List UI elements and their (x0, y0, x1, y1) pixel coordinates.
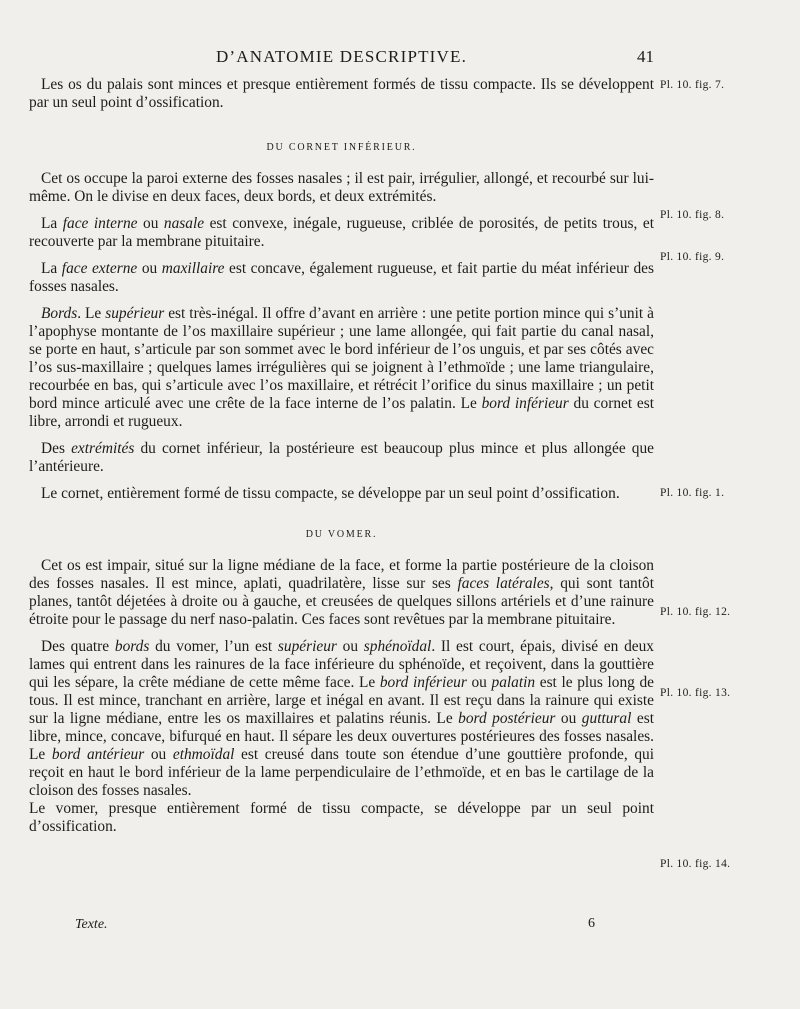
signature-mark: Texte. (75, 917, 108, 932)
margin-reference: Pl. 10. fig. 13. (660, 687, 731, 699)
gathering-number: 6 (588, 916, 595, 931)
paragraph-cornet-intro: Cet os occupe la paroi externe des fosses nasales ; il est pair, irrégulier, allongé, et recourbé sur lui-même. On le divise en deux faces, deux bords, et deux extrémités. (29, 170, 654, 205)
margin-reference: Pl. 10. fig. 8. (660, 209, 725, 221)
page-header (29, 47, 654, 71)
paragraph-palatine-ossification: Les os du palais sont minces et presque entièrement formés de tissu compacte. Ils se développent par un seul point d’ossification. (29, 76, 654, 111)
section-heading-cornet: DU CORNET INFÉRIEUR. (266, 142, 417, 153)
text-block (29, 76, 654, 836)
paragraph-face-externe: La face externe ou maxillaire est concave, également rugueuse, et fait partie du méat inférieur des fosses nasales. (29, 260, 654, 295)
paragraph-vomer-bords: Des quatre bords du vomer, l’un est supérieur ou sphénoïdal. Il est court, épais, divisé en deux lames qui entrent dans les rainures de la face inférieure du sphénoïde, et reçoivent, dans la gouttière qui les sépare, la crête médiane de cette même face. Le bord inférieur ou palatin est le plus long de tous. Il est mince, tranchant en arrière, large et inégal en avant. Il est reçu dans la rainure qui existe sur la ligne médiane, entre les os maxillaires et palatins réunis. Le bord postérieur ou guttural est libre, mince, concave, bifurqué en haut. Il sépare les deux ouvertures postérieures des fosses nasales. Le bord antérieur ou ethmoïdal est creusé dans toute son étendue d’une gouttière profonde, qui reçoit en haut le bord inférieur de la lame perpendiculaire de l’ethmoïde, et en bas le cartilage de la cloison des fosses nasales. (29, 638, 654, 799)
margin-reference: Pl. 10. fig. 9. (660, 251, 725, 263)
paragraph-bords: Bords. Le supérieur est très-inégal. Il offre d’avant en arrière : une petite portion mince qui s’unit à l’apophyse montante de l’os maxillaire supérieur ; une lame allongée, qui fait partie du canal nasal, se porte en haut, s’articule par son sommet avec le bord inférieur de l’os unguis, et par ses côtés avec l’os sus-maxillaire ; quelques lames irrégulières qui se joignent à l’ethmoïde ; une lame triangulaire, recourbée en bas, qui s’articule avec l’os maxillaire, et rétrécit l’orifice du sinus maxillaire ; un petit bord mince articulé avec une crête de la face interne de l’os palatin. Le bord inférieur du cornet est libre, arrondi et rugueux. (29, 305, 655, 430)
margin-reference: Pl. 10. fig. 7. (660, 79, 725, 91)
paragraph-cornet-ossification: Le cornet, entièrement formé de tissu compacte, se développe par un seul point d’ossification. (41, 485, 620, 502)
section-heading-vomer: DU VOMER. (305, 529, 378, 540)
paragraph-face-interne: La face interne ou nasale est convexe, inégale, rugueuse, criblée de porosités, de petits trous, et recouverte par la membrane pituitaire. (29, 215, 654, 250)
running-title: D’ANATOMIE DESCRIPTIVE. (215, 47, 468, 66)
paragraph-extremites: Des extrémités du cornet inférieur, la postérieure est beaucoup plus mince et plus allongée que l’antérieure. (29, 440, 654, 475)
page-number: 41 (637, 47, 654, 66)
margin-reference: Pl. 10. fig. 1. (660, 487, 725, 499)
margin-reference: Pl. 10. fig. 14. (660, 858, 731, 870)
paragraph-vomer-intro: Cet os est impair, situé sur la ligne médiane de la face, et forme la partie postérieure de la cloison des fosses nasales. Il est mince, aplati, quadrilatère, lisse sur ses faces latérales, qui sont tantôt planes, tantôt déjetées à droite ou à gauche, et creusées de quelques sillons artériels et d’une rainure étroite pour le passage du nerf naso-palatin. Ces faces sont revêtues par la membrane pituitaire. (29, 557, 654, 628)
paragraph-vomer-ossification: Le vomer, presque entièrement formé de tissu compacte, se développe par un seul point d’ossification. (29, 800, 654, 835)
margin-reference: Pl. 10. fig. 12. (660, 606, 731, 618)
